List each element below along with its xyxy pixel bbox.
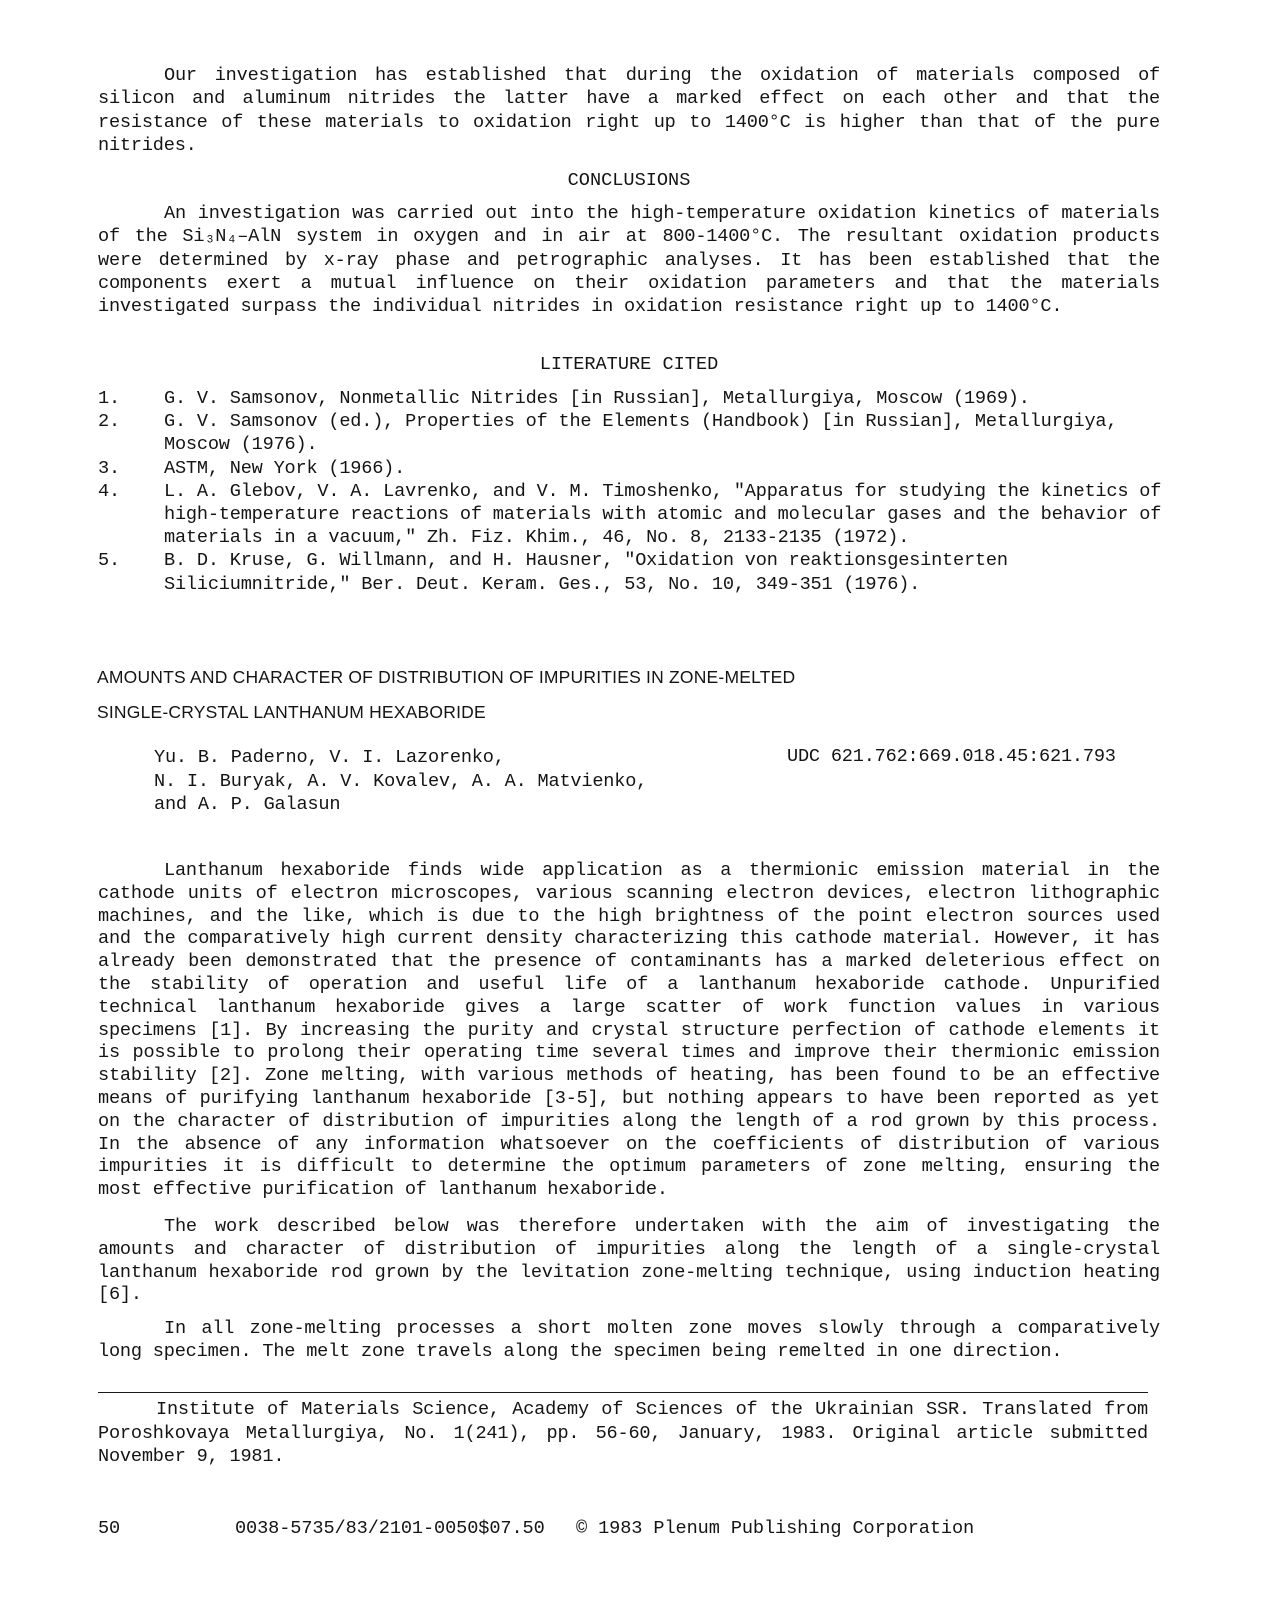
literature-heading: LITERATURE CITED <box>539 354 719 375</box>
reference-text: G. V. Samsonov (ed.), Properties of the Elements (Handbook) [in Russian], Metallurgiya, Moscow (1976). <box>164 411 1118 456</box>
footnote-divider <box>98 1392 1148 1393</box>
reference-text: L. A. Glebov, V. A. Lavrenko, and V. M. Timoshenko, "Apparatus for studying the kinetics of high-temperature reactions of materials with atomic and molecular gases and the behavior of materials in a vacuum," Zh. Fiz. Khim., 46, No. 8, 2133-2135 (1972). <box>164 480 1162 549</box>
reference-number: 2. <box>98 411 120 433</box>
body-paragraph-2: The work described below was therefore undertaken with the aim of investigating the amounts and character of distribution of impurities along the length of a single-crystal lanthanum hexaboride rod grown by the levitation zone-melting technique, using induction heating [6]. <box>98 1216 1160 1306</box>
reference-item <box>98 410 1168 456</box>
udc-code: UDC 621.762:669.018.45:621.793 <box>787 746 1116 767</box>
article-title-line-1: AMOUNTS AND CHARACTER OF DISTRIBUTION OF IMPURITIES IN ZONE-MELTED <box>97 667 796 687</box>
article-title-line-2: SINGLE-CRYSTAL LANTHANUM HEXABORIDE <box>97 702 486 722</box>
copyright-notice: © 1983 Plenum Publishing Corporation <box>576 1518 975 1539</box>
author-line: and A. P. Galasun <box>154 794 341 815</box>
footnote: Institute of Materials Science, Academy of Sciences of the Ukrainian SSR. Translated from Poroshkovaya Metallurgiya, No. 1(241), pp. 56-60, January, 1983. Original article submitted November 9, 1981. <box>98 1399 1148 1467</box>
page-number: 50 <box>98 1518 121 1539</box>
reference-number: 1. <box>98 388 120 409</box>
body-paragraph-1: Lanthanum hexaboride finds wide application as a thermionic emission material in the cathode units of electron microscopes, various scanning electron devices, electron lithographic machines, and the like, which is due to the high brightness of the point electron sources used and the comparatively high current density characterizing this cathode material. However, it has already been demonstrated that the presence of contaminants has a marked deleterious effect on the stability of operation and useful life of a lanthanum hexaboride cathode. Unpurified technical lanthanum hexaboride gives a large scatter of work function values in various specimens [1]. By increasing the purity and crystal structure perfection of cathode elements it is possible to prolong their operating time several times and improve their thermionic emission stability [2]. Zone melting, with various methods of heating, has been found to be an effective means of purifying lanthanum hexaboride [3-5], but nothing appears to have been reported as yet on the character of distribution of impurities along the length of a rod grown by this process. In the absence of any information whatsoever on the coefficients of distribution of various impurities it is difficult to determine the optimum parameters of zone melting, ensuring the most effective purification of lanthanum hexaboride. <box>98 860 1160 1201</box>
author-line: N. I. Buryak, A. V. Kovalev, A. A. Matvienko, <box>154 770 648 792</box>
reference-item <box>98 387 1168 410</box>
reference-number: 4. <box>98 480 120 502</box>
reference-list <box>98 387 1168 596</box>
reference-item <box>98 549 1168 595</box>
reference-number: 5. <box>98 550 120 572</box>
author-list <box>154 746 714 817</box>
body-paragraph-3: In all zone-melting processes a short molten zone moves slowly through a comparatively long specimen. The melt zone travels along the specimen being remelted in one direction. <box>98 1318 1160 1362</box>
reference-item <box>98 480 1168 550</box>
reference-text: B. D. Kruse, G. Willmann, and H. Hausner, "Oxidation von reaktionsgesinterten Siliciumnitride," Ber. Deut. Keram. Ges., 53, No. 10, 349-351 (1976). <box>164 550 1008 595</box>
author-line: Yu. B. Paderno, V. I. Lazorenko, <box>154 747 505 768</box>
reference-item <box>98 457 1168 480</box>
journal-code: 0038-5735/83/2101-0050$07.50 <box>235 1518 545 1539</box>
reference-number: 3. <box>98 457 120 479</box>
reference-text: ASTM, New York (1966). <box>164 457 406 479</box>
conclusions-paragraph: An investigation was carried out into the high-temperature oxidation kinetics of materials of the Si₃N₄–AlN system in oxygen and in air at 800-1400°C. The resultant oxidation products were determined by x-ray phase and petrographic analyses. It has been established that the components exert a mutual influence on their oxidation parameters and that the materials investigated surpass the individual nitrides in oxidation resistance right up to 1400°C. <box>98 203 1160 318</box>
intro-paragraph: Our investigation has established that during the oxidation of materials composed of silicon and aluminum nitrides the latter have a marked effect on each other and that the resistance of these materials to oxidation right up to 1400°C is higher than that of the pure nitrides. <box>98 65 1160 156</box>
reference-text: G. V. Samsonov, Nonmetallic Nitrides [in Russian], Metallurgiya, Moscow (1969). <box>164 388 1030 409</box>
conclusions-heading: CONCLUSIONS <box>567 170 691 191</box>
